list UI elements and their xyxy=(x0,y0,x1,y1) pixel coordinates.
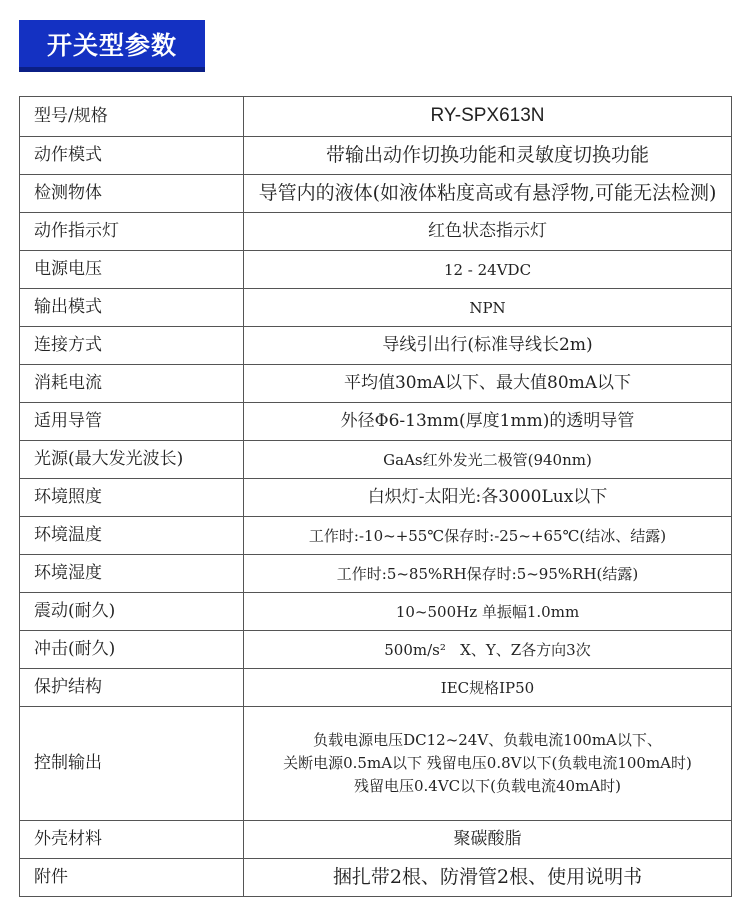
table-row xyxy=(20,707,732,821)
row-label: 环境湿度 xyxy=(20,555,244,593)
row-value: 导线引出行(标准导线长2m) xyxy=(244,327,732,365)
table-row xyxy=(20,403,732,441)
row-value: 红色状态指示灯 xyxy=(244,213,732,251)
table-row xyxy=(20,137,732,175)
table-row xyxy=(20,479,732,517)
table-row xyxy=(20,327,732,365)
row-value: 工作时:-10~+55℃保存时:-25~+65℃(结冰、结露) xyxy=(244,517,732,555)
control-output-line: 关断电源0.5mA以下 残留电压0.8V以下(负载电流100mA时) xyxy=(283,754,692,772)
row-label: 连接方式 xyxy=(20,327,244,365)
row-label: 外壳材料 xyxy=(20,821,244,859)
row-value: 白炽灯-太阳光:各3000Lux以下 xyxy=(244,479,732,517)
table-row xyxy=(20,859,732,897)
table-row xyxy=(20,593,732,631)
row-label: 电源电压 xyxy=(20,251,244,289)
table-row xyxy=(20,365,732,403)
row-label: 冲击(耐久) xyxy=(20,631,244,669)
row-value: 导管内的液体(如液体粘度高或有悬浮物,可能无法检测) xyxy=(244,175,732,213)
row-value: 10~500Hz 单振幅1.0mm xyxy=(244,593,732,631)
row-value: 工作时:5~85%RH保存时:5~95%RH(结露) xyxy=(244,555,732,593)
table-row xyxy=(20,97,732,137)
row-value: IEC规格IP50 xyxy=(244,669,732,707)
table-row xyxy=(20,555,732,593)
row-label: 检测物体 xyxy=(20,175,244,213)
row-label: 环境温度 xyxy=(20,517,244,555)
row-value: GaAs红外发光二极管(940nm) xyxy=(244,441,732,479)
table-row xyxy=(20,517,732,555)
table-row xyxy=(20,175,732,213)
section-header xyxy=(19,20,205,72)
table-row xyxy=(20,821,732,859)
row-label: 震动(耐久) xyxy=(20,593,244,631)
row-label: 光源(最大发光波长) xyxy=(20,441,244,479)
row-label: 输出模式 xyxy=(20,289,244,327)
row-value: 平均值30mA以下、最大值80mA以下 xyxy=(244,365,732,403)
table-row xyxy=(20,213,732,251)
table-row xyxy=(20,289,732,327)
row-label: 动作指示灯 xyxy=(20,213,244,251)
row-value-multiline xyxy=(244,707,732,821)
row-label: 型号/规格 xyxy=(20,97,244,137)
spec-table xyxy=(19,96,732,897)
row-label: 控制输出 xyxy=(20,707,244,821)
row-value: 500m/s² X、Y、Z各方向3次 xyxy=(244,631,732,669)
table-row xyxy=(20,251,732,289)
table-row xyxy=(20,441,732,479)
row-label: 附件 xyxy=(20,859,244,897)
control-output-line: 残留电压0.4VC以下(负载电流40mA时) xyxy=(353,777,621,795)
row-value: 捆扎带2根、防滑管2根、使用说明书 xyxy=(244,859,732,897)
row-value: NPN xyxy=(244,289,732,327)
row-value: 12 - 24VDC xyxy=(244,251,732,289)
row-label: 动作模式 xyxy=(20,137,244,175)
section-title: 开关型参数 xyxy=(46,30,177,60)
row-label: 保护结构 xyxy=(20,669,244,707)
row-label: 环境照度 xyxy=(20,479,244,517)
row-value: 外径Φ6-13mm(厚度1mm)的透明导管 xyxy=(244,403,732,441)
row-label: 适用导管 xyxy=(20,403,244,441)
row-value: 带输出动作切换功能和灵敏度切换功能 xyxy=(244,137,732,175)
table-row xyxy=(20,631,732,669)
row-value: 聚碳酸脂 xyxy=(244,821,732,859)
control-output-line: 负载电源电压DC12~24V、负载电流100mA以下、 xyxy=(313,731,662,749)
row-label: 消耗电流 xyxy=(20,365,244,403)
row-value: RY-SPX613N xyxy=(244,97,732,137)
table-row xyxy=(20,669,732,707)
